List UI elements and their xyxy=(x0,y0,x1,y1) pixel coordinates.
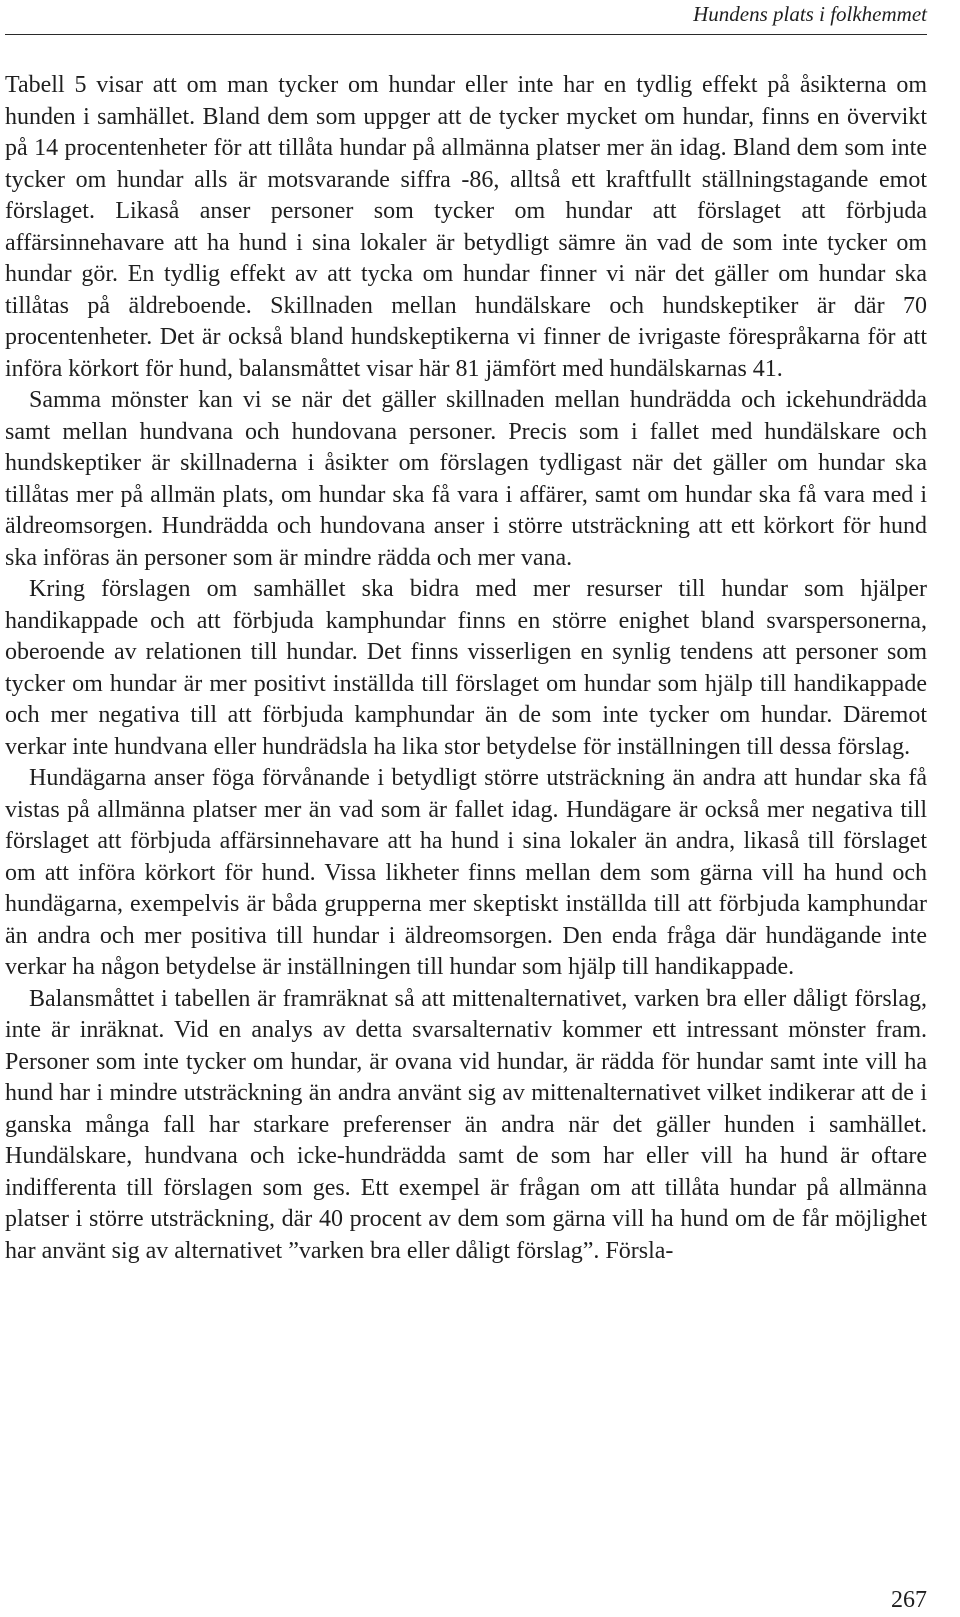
paragraph: Kring förslagen om samhället ska bidra med mer resurser till hundar som hjälper handikappade och att förbjuda kamphundar finns en större enighet bland svarspersonerna, oberoende av relationen till hundar. Det finns visserligen en synlig tendens att personer som tycker om hundar är mer positivt inställda till förslaget om hundar som hjälp till handikappade och mer negativa till att förbjuda kamphundar än de som inte tycker om hundar. Däremot verkar inte hundvana eller hundrädsla ha lika stor betydelse för inställningen till dessa förslag. xyxy=(5,576,927,760)
paragraph: Tabell 5 visar att om man tycker om hundar eller inte har en tydlig effekt på åsikterna om hunden i samhället. Bland dem som uppger att de tycker mycket om hundar, finns en övervikt på 14 procentenheter för att tillåta hundar på allmänna platser mer än idag. Bland dem som inte tycker om hundar alls är motsvarande siffra -86, alltså ett kraftfullt ställningstagande emot förslaget. Likaså anser personer som tycker om hundar att förslaget att förbjuda affärsinnehavare att ha hund i sina lokaler är betydligt sämre än vad de som inte tycker om hundar gör. En tydlig effekt av att tycka om hundar finner vi när det gäller om hundar ska tillåtas på äldreboende. Skillnaden mellan hundälskare och hundskeptiker är där 70 procentenheter. Det är också bland hundskeptikerna vi finner de ivrigaste förespråkarna för att införa körkort för hund, balansmåttet visar här 81 jämfört med hundälskarnas 41. xyxy=(5,72,927,382)
running-title: Hundens plats i folkhemmet xyxy=(693,2,927,26)
paragraph: Balansmåttet i tabellen är framräknat så att mittenalternativet, varken bra eller dåligt förslag, inte är inräknat. Vid en analys av detta svarsalternativ kommer ett intressant mönster fram. Personer som inte tycker om hundar, är ovana vid hundar, är rädda för hundar samt inte vill ha hund har i mindre utsträckning än andra använt sig av mittenalternativet vilket indikerar att de i ganska många fall har starkare preferenser än andra när det gäller hunden i samhället. Hundälskare, hundvana och icke-hundrädda samt de som har eller vill ha hund är oftare indifferenta till förslagen som ges. Ett exempel är frågan om att tillåta hundar på allmänna platser i större utsträckning, där 40 procent av dem som gärna vill ha hund om de får möjlighet har använt sig av alternativet ”varken bra eller dåligt förslag”. Försla- xyxy=(5,985,927,1264)
paragraph: Hundägarna anser föga förvånande i betydligt större utsträckning än andra att hundar ska få vistas på allmänna platser mer än vad som är fallet idag. Hundägare är också mer negativa till förslaget att förbjuda affärsinnehavare att ha hund i sina lokaler än andra, likaså till förslaget om att införa körkort för hund. Vissa likheter finns mellan dem som gärna vill ha hund och hundägarna, exempelvis är båda grupperna mer skeptiskt inställda till att förbjuda kamphundar än andra och mer positiva till hundar i äldreomsorgen. Den enda fråga där hundägande inte verkar ha någon betydelse är inställningen till hundar som hjälp till handikappade. xyxy=(5,765,927,980)
running-header xyxy=(5,0,927,35)
paragraph: Samma mönster kan vi se när det gäller skillnaden mellan hundrädda och ickehundrädda samt mellan hundvana och hundovana personer. Precis som i fallet med hundälskare och hundskeptiker är skillnaderna i åsikter om förslagen tydligast när det gäller om hundar ska tillåtas mer på allmän plats, om hundar ska få vara i affärer, samt om hundar ska få vara med i äldreomsorgen. Hundrädda och hundovana anser i större utsträckning att ett körkort för hund ska införas än personer som är mindre rädda och mer vana. xyxy=(5,387,927,571)
page-number: 267 xyxy=(891,1587,927,1613)
body-text xyxy=(5,70,927,1267)
